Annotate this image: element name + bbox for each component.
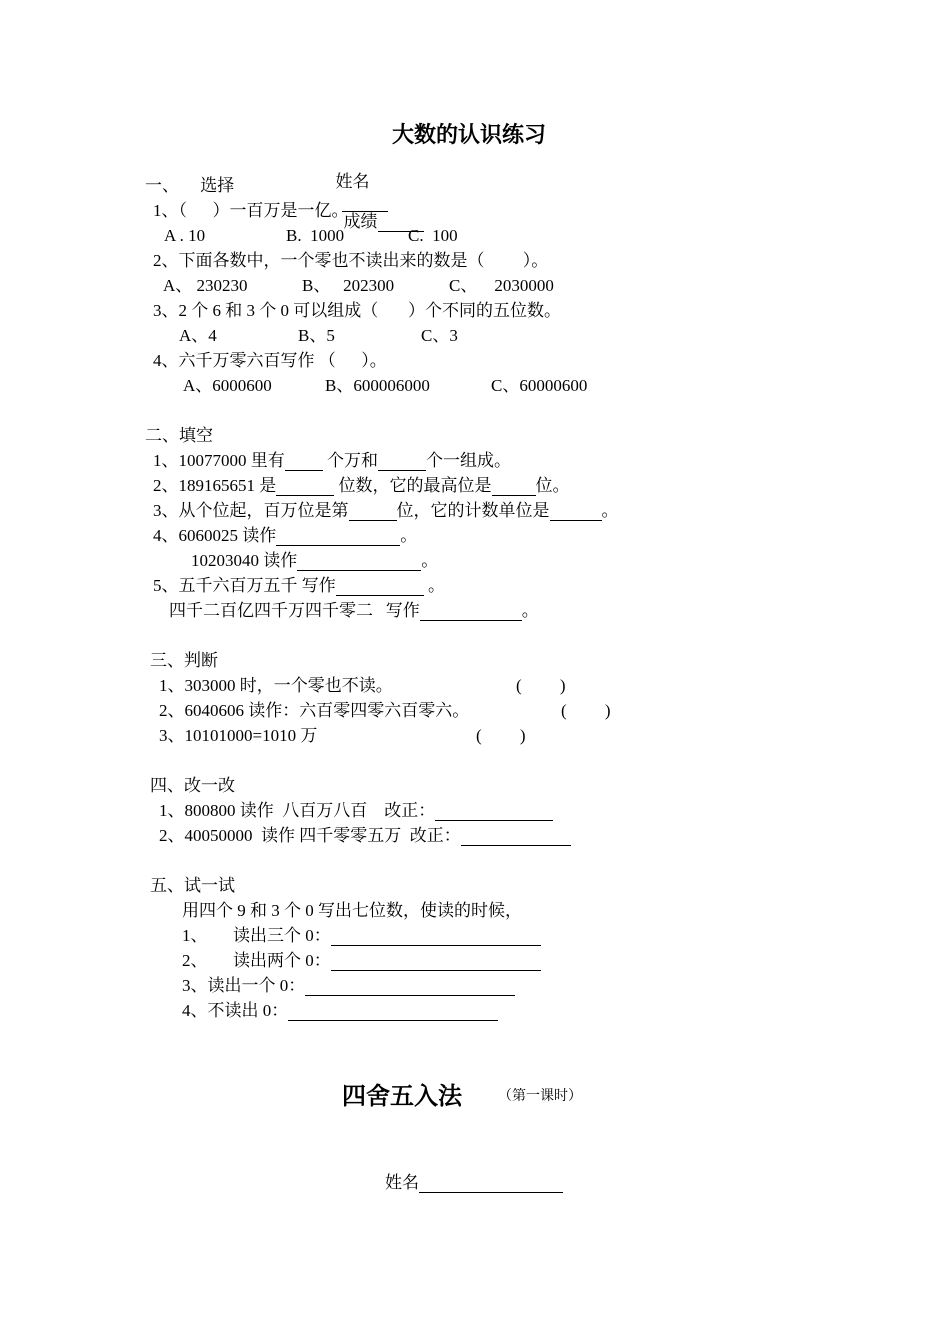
s3-item-2: 2、6040606 读作：六百零四零六百零六。 [159, 701, 470, 720]
name-label: 姓名 [335, 172, 370, 191]
s5-q3-blank[interactable] [305, 979, 515, 996]
s2-q5-text-b: 。 [423, 576, 445, 595]
s1-q1-option-a[interactable]: A . 10 [164, 226, 206, 245]
second-name-line [385, 1173, 563, 1193]
s5-q3 [182, 976, 515, 996]
s5-q4-blank[interactable] [288, 1004, 498, 1021]
section-1-heading: 一、 选择 [145, 176, 235, 195]
page-title: 大数的认识练习 [392, 123, 547, 148]
s2-q2-text-b: 位数，它的最高位是 [334, 476, 492, 495]
s3-item-2-paren[interactable]: ( ) [561, 701, 611, 720]
s4-q2-blank[interactable] [461, 829, 571, 846]
s2-q4-second [191, 551, 438, 571]
s2-q1-text-b: 个万和 [322, 451, 378, 470]
s1-q4-option-b[interactable]: B、600006000 [325, 376, 430, 395]
s2-q3 [153, 501, 619, 521]
second-name-label: 姓名 [385, 1173, 419, 1192]
s1-q1-option-c[interactable]: C. 100 [408, 226, 458, 245]
s2-q4-second-blank[interactable] [297, 554, 421, 571]
s5-q3-text: 3、读出一个 0： [182, 976, 306, 995]
s5-q1-blank[interactable] [331, 929, 541, 946]
s1-q4: 4、六千万零六百写作 （ ）。 [153, 351, 387, 370]
s2-q2-text-a: 2、189165651 是 [153, 476, 277, 495]
s2-q3-blank-1[interactable] [349, 504, 397, 521]
s1-q3-option-b[interactable]: B、5 [298, 326, 335, 345]
s1-q4-option-c[interactable]: C、60000600 [491, 376, 588, 395]
s5-q4 [182, 1001, 498, 1021]
s5-q1-text: 1、 读出三个 0： [182, 926, 331, 945]
s2-q5 [153, 576, 445, 596]
s3-item-3-paren[interactable]: ( ) [476, 726, 526, 745]
s4-q1-blank[interactable] [435, 804, 553, 821]
s2-q2-blank-2[interactable] [492, 479, 536, 496]
section-2-heading: 二、填空 [145, 426, 213, 445]
s2-q3-text-c: 。 [601, 501, 619, 520]
s2-q1-blank-2[interactable] [378, 454, 426, 471]
s2-q4-text-a: 4、6060025 读作 [153, 526, 277, 545]
s1-q2: 2、下面各数中，一个零也不读出来的数是（ ）。 [153, 251, 549, 270]
score-label: 成绩 [343, 212, 378, 231]
s1-q4-option-a[interactable]: A、6000600 [183, 376, 272, 395]
s2-q1-text-a: 1、10077000 里有 [153, 451, 285, 470]
s2-q2-text-c: 位。 [535, 476, 570, 495]
second-name-blank[interactable] [419, 1176, 563, 1193]
section-5-heading: 五、试一试 [150, 876, 235, 895]
s4-q2-text: 2、40050000 读作 四千零零五万 改正： [159, 826, 461, 845]
s2-q5-second-blank[interactable] [420, 604, 522, 621]
s2-q5-second-text-a: 四千二百亿四千万四千零二 写作 [169, 601, 420, 620]
s1-q1: 1、（ ）一百万是一亿。 [153, 201, 349, 220]
s1-q3: 3、2 个 6 和 3 个 0 可以组成（ ）个不同的五位数。 [153, 301, 561, 320]
s5-intro: 用四个 9 和 3 个 0 写出七位数，使读的时候， [182, 901, 522, 920]
section-4-heading: 四、改一改 [150, 776, 235, 795]
s4-q1 [159, 801, 553, 821]
s2-q1 [153, 451, 511, 471]
s2-q3-text-a: 3、从个位起，百万位是第 [153, 501, 349, 520]
second-title: 四舍五入法 [342, 1082, 462, 1110]
section-3-heading: 三、判断 [150, 651, 218, 670]
s5-q4-text: 4、不读出 0： [182, 1001, 289, 1020]
s2-q5-blank[interactable] [336, 579, 424, 596]
s2-q1-blank-1[interactable] [285, 454, 323, 471]
s5-q2 [182, 951, 541, 971]
s1-q2-option-a[interactable]: A、 230230 [163, 276, 248, 295]
s1-q2-option-c[interactable]: C、 2030000 [449, 276, 554, 295]
second-subtitle: （第一课时） [498, 1089, 582, 1104]
s2-q5-second-text-b: 。 [521, 601, 539, 620]
s5-q1 [182, 926, 541, 946]
s2-q4 [153, 526, 417, 546]
s3-item-3: 3、10101000=1010 万 [159, 726, 318, 745]
s4-q2 [159, 826, 571, 846]
s2-q2-blank-1[interactable] [276, 479, 334, 496]
s2-q2 [153, 476, 570, 496]
s2-q4-second-text-a: 10203040 读作 [191, 551, 298, 570]
s1-q1-option-b[interactable]: B. 1000 [286, 226, 345, 245]
s2-q4-second-text-b: 。 [421, 551, 439, 570]
s1-q2-option-b[interactable]: B、 202300 [302, 276, 395, 295]
s5-q2-text: 2、 读出两个 0： [182, 951, 331, 970]
s1-q3-option-a[interactable]: A、4 [179, 326, 217, 345]
s1-q3-option-c[interactable]: C、3 [421, 326, 458, 345]
s3-item-1: 1、303000 时，一个零也不读。 [159, 676, 393, 695]
s2-q4-blank[interactable] [276, 529, 400, 546]
s2-q5-text-a: 5、五千六百万五千 写作 [153, 576, 336, 595]
s5-q2-blank[interactable] [331, 954, 541, 971]
s2-q3-blank-2[interactable] [550, 504, 602, 521]
s2-q4-text-b: 。 [400, 526, 418, 545]
s4-q1-text: 1、800800 读作 八百万八百 改正： [159, 801, 436, 820]
s3-item-1-paren[interactable]: ( ) [516, 676, 566, 695]
s2-q1-text-c: 个一组成。 [426, 451, 511, 470]
s2-q3-text-b: 位，它的计数单位是 [396, 501, 550, 520]
s2-q5-second [169, 601, 539, 621]
